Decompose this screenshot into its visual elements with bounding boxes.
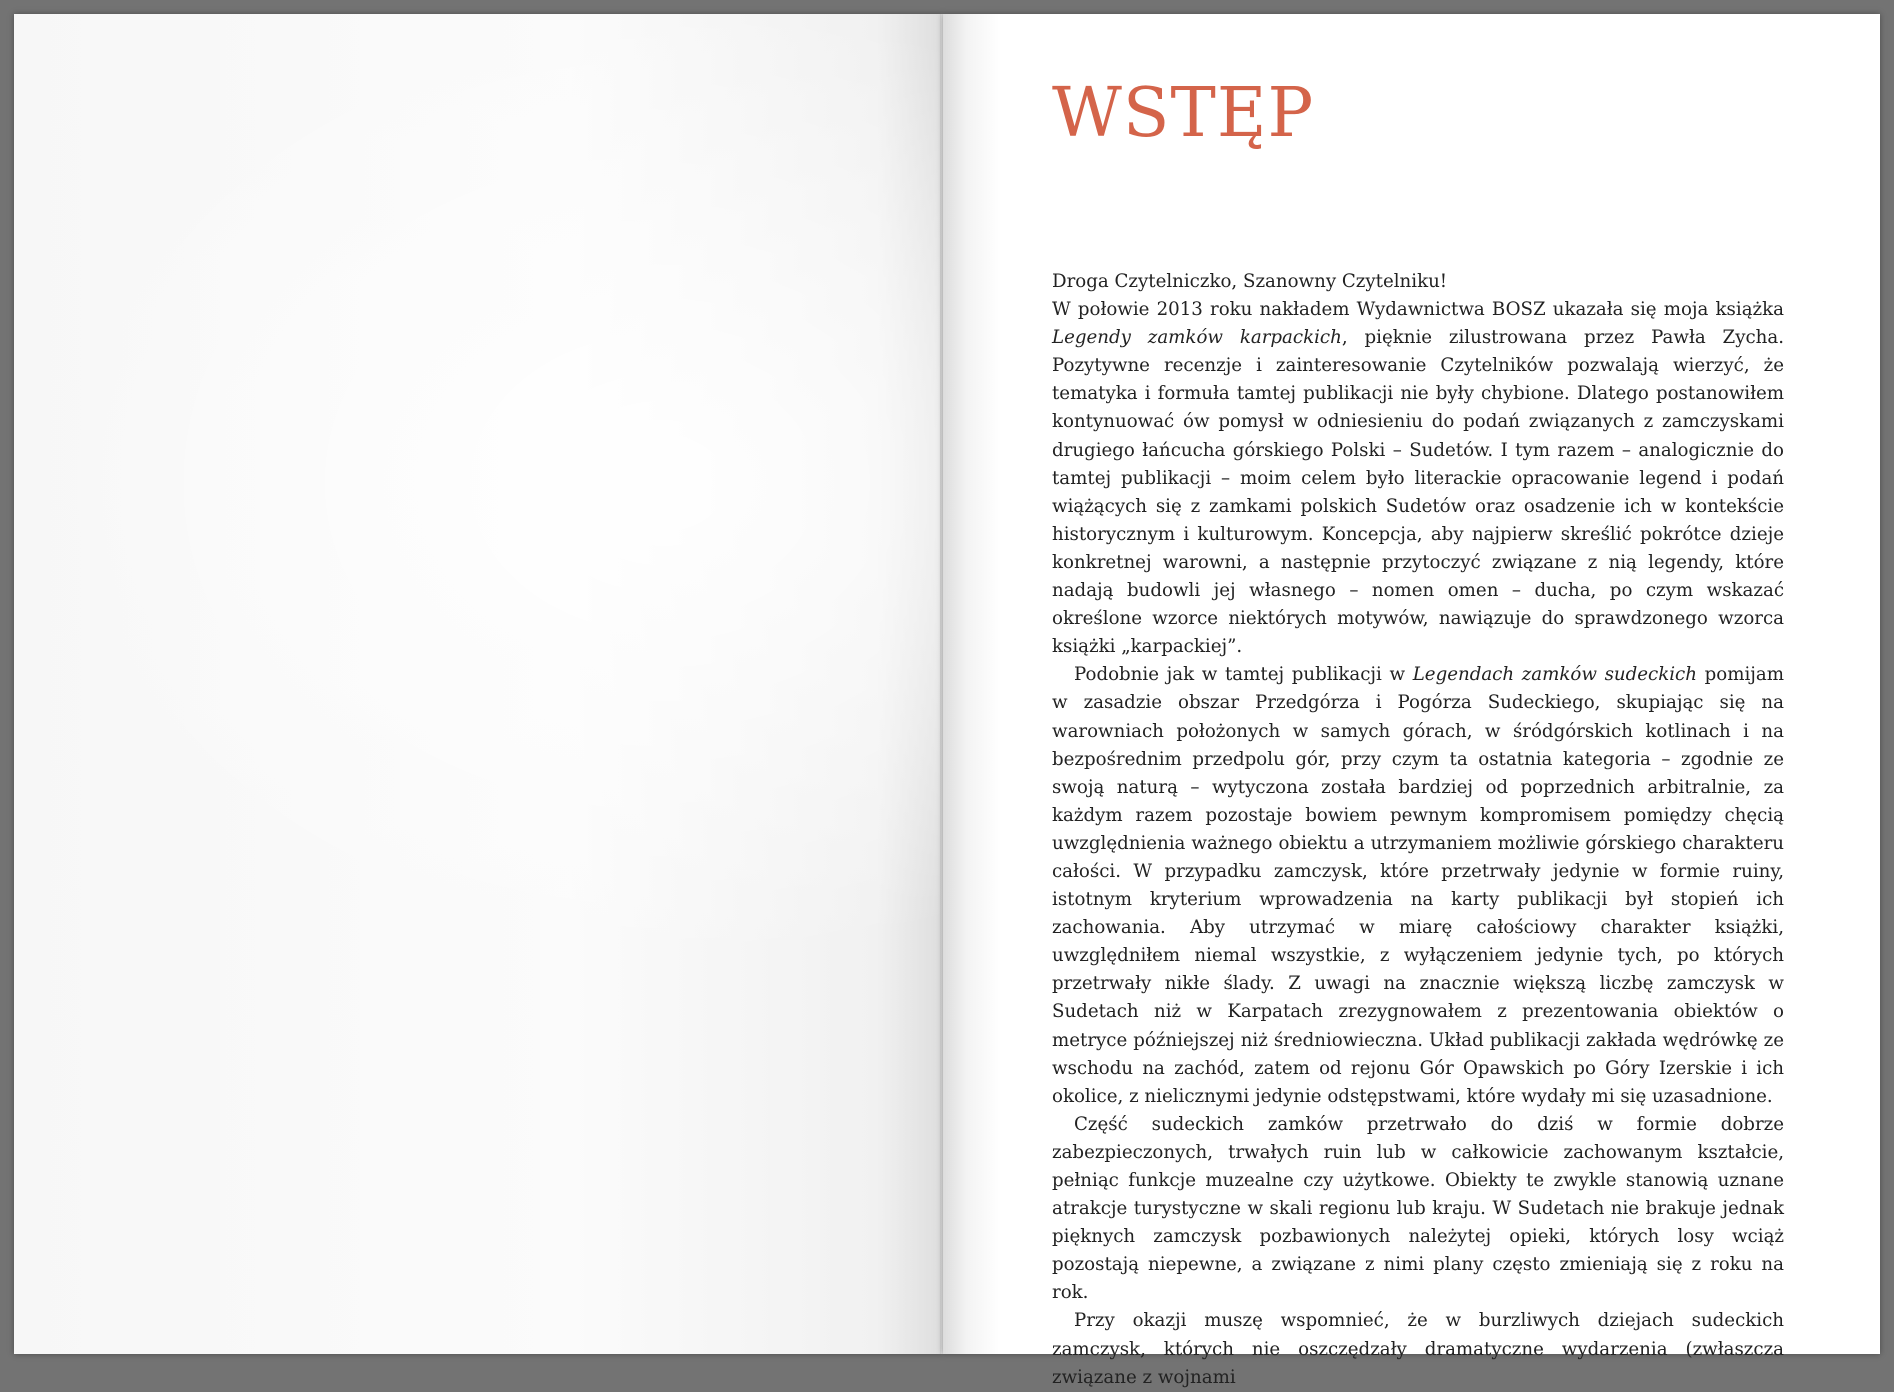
paragraph-3: Część sudeckich zamków przetrwało do dziś w formie dobrze zabezpieczonych, trwałych ruin lub w całkowicie zachowanym kształcie, pełniąc funkcje muzealne czy użytkowe. Obiekty te zwykle stanowią uznane atrakcje turystyczne w skali regionu lub kraju. W Sudetach nie brakuje jednak pięknych zamczysk pozbawionych należytej opieki, których losy wciąż pozostają niepewne, a związane z nimi plany często zmieniają się z roku na rok. — [1052, 1113, 1784, 1304]
chapter-heading: WSTĘP — [1052, 74, 1315, 153]
body-text — [1052, 268, 1784, 1392]
paragraph-2 — [1052, 661, 1784, 1111]
paragraph-1 — [1052, 296, 1784, 661]
left-page — [14, 14, 942, 1354]
paragraph-1-start: W połowie 2013 roku nakładem Wydawnictwa BOSZ ukazała się moja książka — [1052, 299, 1784, 321]
greeting-line: Droga Czytelniczko, Szanowny Czytelniku! — [1052, 271, 1448, 292]
book-title-karpackich: Legendy zamków karpackich — [1052, 327, 1342, 349]
paragraph-2-start: Podobnie jak w tamtej publikacji w — [1074, 664, 1413, 686]
book-title-sudeckich: Legendach zamków sudeckich — [1412, 664, 1697, 686]
paragraph-1-rest: , pięknie zilustrowana przez Pawła Zycha. Pozytywne recenzje i zainteresowanie Czytelników pozwalają wierzyć, że tematyka i formuła tamtej publikacji nie były chybione. Dlatego postanowiłem kontynuować ów pomysł w odniesieniu do podań związanych z zamczyskami drugiego łańcucha górskiego Polski – Sudetów. I tym razem – analogicznie do tamtej publikacji – moim celem było literackie opracowanie legend i podań wiążących się z zamkami polskich Sudetów oraz osadzenie ich w kontekście historycznym i kulturowym. Koncepcja, aby najpierw skreślić pokrótce dzieje konkretnej warowni, a następnie przytoczyć związane z nią legendy, które nadają budowli jej własnego – nomen omen – ducha, po czym wskazać określone wzorce niektórych motywów, nawiązuje do sprawdzonego wzorca książki „karpackiej”. — [1052, 327, 1784, 658]
paragraph-4: Przy okazji muszę wspomnieć, że w burzliwych dziejach sudeckich zamczysk, których nie oszczędzały dramatyczne wydarzenia (zwłaszcza związane z wojnami — [1052, 1310, 1784, 1388]
paragraph-2-rest: pomijam w zasadzie obszar Przedgórza i Pogórza Sudeckiego, skupiając się na warowniach położonych w samych górach, w śródgórskich kotlinach i na bezpośrednim przedpolu gór, przy czym ta ostatnia kategoria – zgodnie ze swoją naturą – wytyczona została bardziej od poprzednich arbitralnie, za każdym razem pozostaje bowiem pewnym kompromisem pomiędzy chęcią uwzględnienia ważnego obiektu a utrzymaniem możliwie górskiego charakteru całości. W przypadku zamczysk, które przetrwały jedynie w formie ruiny, istotnym kryterium wprowadzenia na karty publikacji był stopień ich zachowania. Aby utrzymać w miarę całościowy charakter książki, uwzględniłem niemal wszystkie, z wyłączeniem jedynie tych, po których przetrwały nikłe ślady. Z uwagi na znacznie większą liczbę zamczysk w Sudetach niż w Karpatach zrezygnowałem z prezentowania obiektów o metryce późniejszej niż średniowieczna. Układ publikacji zakłada wędrówkę ze wschodu na zachód, zatem od rejonu Gór Opawskich po Góry Izerskie i ich okolice, z nielicznymi jedynie odstępstwami, które wydały mi się uzasadnione. — [1052, 664, 1784, 1107]
